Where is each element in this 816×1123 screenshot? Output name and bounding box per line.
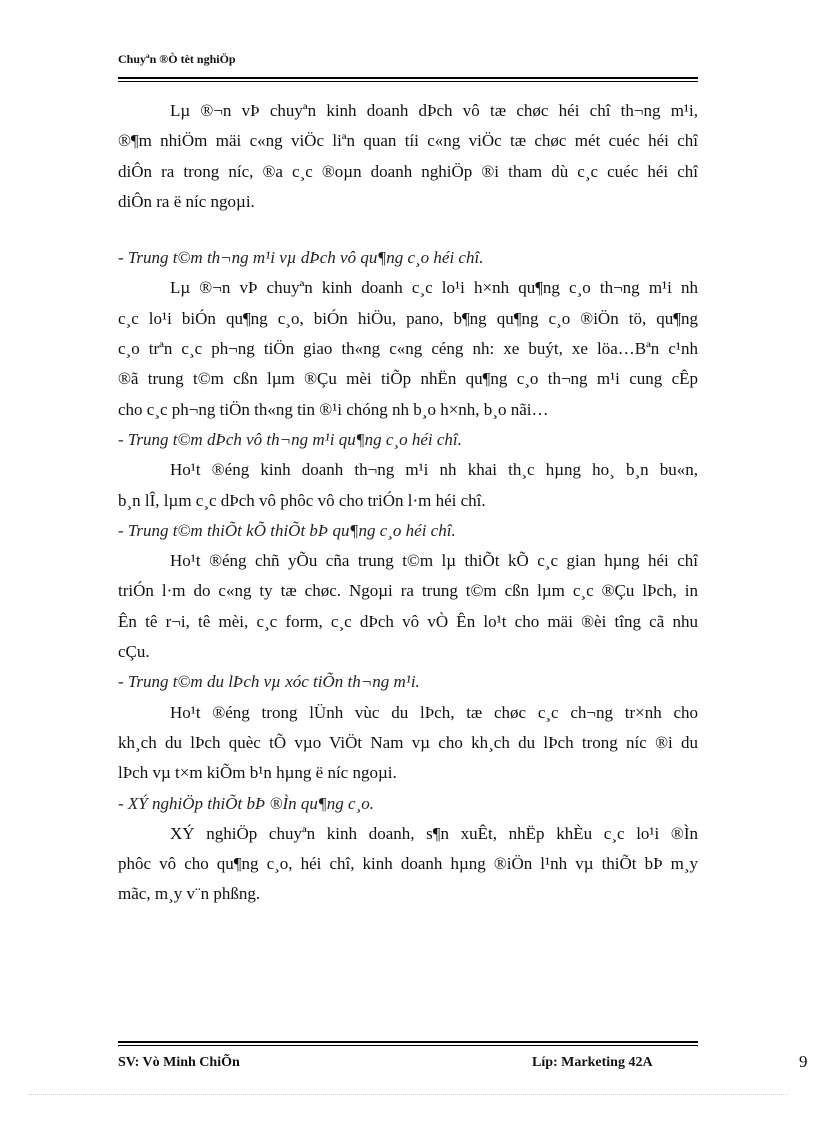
footer-rule-thin bbox=[118, 1045, 698, 1046]
section-heading: - Trung t©m dÞch vô th¬ng m¹i qu¶ng c¸o héi chî. bbox=[118, 429, 462, 449]
header-rule-thick bbox=[118, 77, 698, 79]
paragraph-line: cho c¸c ph¬ng tiÖn th«ng tin ®¹i chóng nh b¸o h×nh, b¸o nãi… bbox=[118, 399, 549, 419]
paragraph-line: ®ã trung t©m cßn lµm ®Çu mèi tiÕp nhËn qu¶ng c¸o th¬ng m¹i cung cÊp bbox=[118, 369, 698, 389]
footer-rule-thick bbox=[118, 1041, 698, 1043]
section-heading: - Trung t©m du lÞch vµ xóc tiÕn th¬ng m¹i. bbox=[118, 672, 420, 692]
paragraph-line: Ho¹t ®éng chñ yÕu cña trung t©m lµ thiÕt kÕ c¸c gian hµng héi chî bbox=[170, 551, 698, 571]
paragraph-line: c¸o trªn c¸c ph¬ng tiÖn giao th«ng c«ng céng nh: xe buýt, xe löa…Bªn c¹nh bbox=[118, 339, 698, 359]
header-rule-thin bbox=[118, 81, 698, 82]
footer-class-name: Líp: Marketing 42A bbox=[532, 1055, 653, 1070]
paragraph-line: Ho¹t ®éng kinh doanh th¬ng m¹i nh khai th¸c hµng ho¸ b¸n bu«n, bbox=[170, 460, 698, 480]
paragraph-line: phôc vô cho qu¶ng c¸o, héi chî, kinh doanh hµng ®iÖn l¹nh vµ thiÕt bÞ m¸y bbox=[118, 854, 698, 874]
page-number: 9 bbox=[799, 1052, 808, 1071]
section-heading: - XÝ nghiÖp thiÕt bÞ ®Ìn qu¶ng c¸o. bbox=[118, 793, 375, 813]
paragraph-line: lÞch vµ t×m kiÕm b¹n hµng ë níc ngoµi. bbox=[118, 763, 397, 783]
paragraph-line: triÓn l·m do c«ng ty tæ chøc. Ngoµi ra trung t©m cßn lµm c¸c ®Çu lÞch, in bbox=[118, 581, 698, 601]
page-bottom-dotted-border bbox=[28, 1094, 788, 1095]
paragraph-line: Lµ ®¬n vÞ chuyªn kinh doanh c¸c lo¹i h×nh qu¶ng c¸o th¬ng m¹i nh bbox=[170, 278, 698, 298]
paragraph-line: XÝ nghiÖp chuyªn kinh doanh, s¶n xuÊt, nhËp khÈu c¸c lo¹i ®Ìn bbox=[170, 823, 698, 843]
paragraph-line: Ên tê r¬i, tê mèi, c¸c form, c¸c dÞch vô vÒ Ên lo¹t cho mäi ®èi tîng cã nhu bbox=[118, 611, 698, 631]
paragraph-line: diÔn ra ë níc ngoµi. bbox=[118, 191, 255, 211]
paragraph-line: b¸n lÎ, lµm c¸c dÞch vô phôc vô cho triÓn l·m héi chî. bbox=[118, 490, 486, 510]
paragraph-line: ®¶m nhiÖm mäi c«ng viÖc liªn quan tíi c«ng viÖc tæ chøc mét cuéc héi chî bbox=[118, 131, 698, 151]
section-heading: - Trung t©m thiÕt kÕ thiÕt bÞ qu¶ng c¸o héi chî. bbox=[118, 520, 456, 540]
paragraph-line: diÔn ra trong níc, ®a c¸c ®oµn doanh nghiÖp ®i tham dù c¸c cuéc héi chî bbox=[118, 161, 698, 181]
paragraph-line: Lµ ®¬n vÞ chuyªn kinh doanh dÞch vô tæ chøc héi chî th¬ng m¹i, bbox=[170, 101, 698, 120]
paragraph-line: c¸c lo¹i biÓn qu¶ng c¸o, biÓn hiÖu, pano, b¶ng qu¶ng c¸o ®iÖn tö, qu¶ng bbox=[118, 308, 698, 328]
document-body bbox=[118, 96, 698, 910]
paragraph-line: Ho¹t ®éng trong lÜnh vùc du lÞch, tæ chøc c¸c ch¬ng tr×nh cho bbox=[170, 702, 698, 722]
paragraph-line: cÇu. bbox=[118, 642, 150, 662]
section-heading: - Trung t©m th¬ng m¹i vµ dÞch vô qu¶ng c¸o héi chî. bbox=[118, 248, 484, 268]
paragraph-line: mãc, m¸y v¨n phßng. bbox=[118, 884, 261, 904]
page-header-title: Chuyªn ®Ò tèt nghiÖp bbox=[118, 52, 236, 66]
footer-student-name: SV: Vò Minh ChiÕn bbox=[118, 1055, 240, 1070]
paragraph-line: kh¸ch du lÞch quèc tÕ vµo ViÖt Nam vµ cho kh¸ch du lÞch trong níc ®i du bbox=[118, 732, 698, 752]
